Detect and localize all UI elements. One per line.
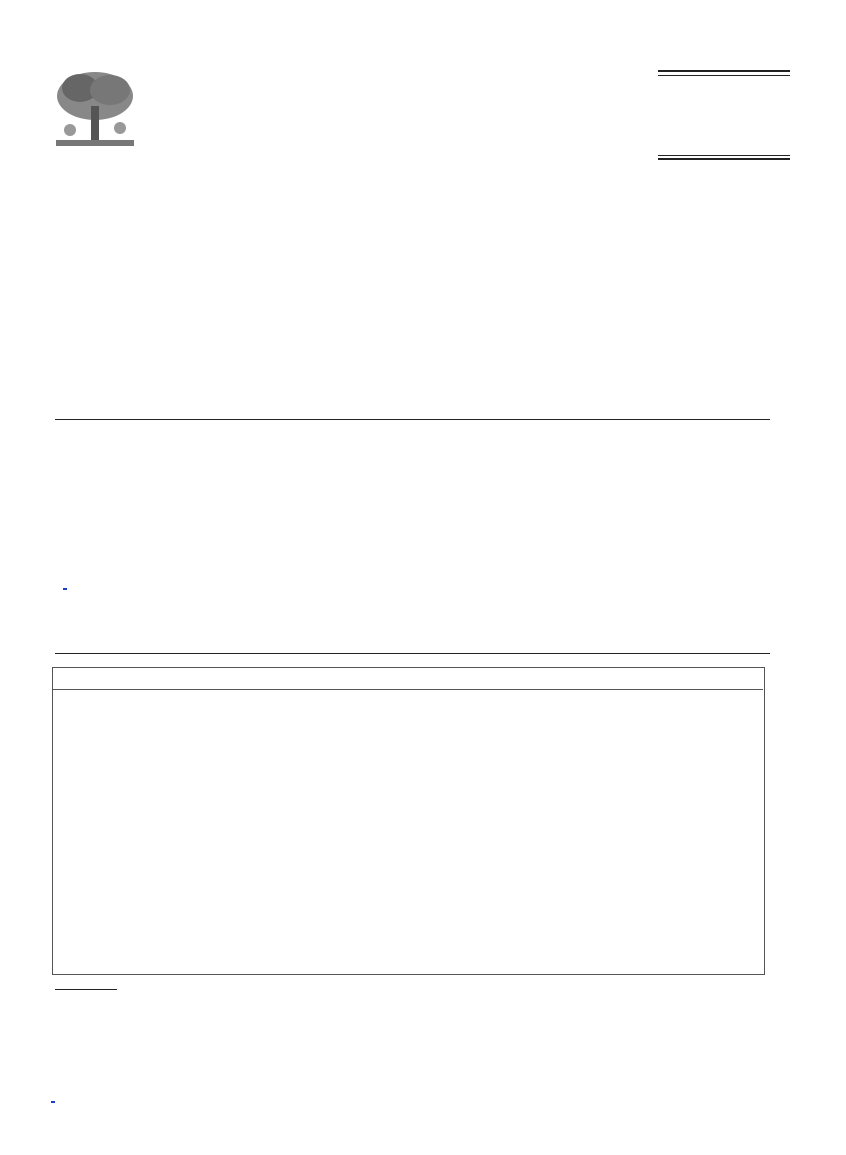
license-link[interactable]: [63, 588, 67, 590]
copyright-line2: [55, 579, 67, 594]
elsevier-logo: [50, 68, 140, 168]
elsevier-tree-icon: [50, 68, 140, 150]
footer-license-link[interactable]: [51, 1101, 55, 1103]
nomenclature-box: [52, 667, 765, 975]
footer-line2: [48, 1094, 55, 1106]
